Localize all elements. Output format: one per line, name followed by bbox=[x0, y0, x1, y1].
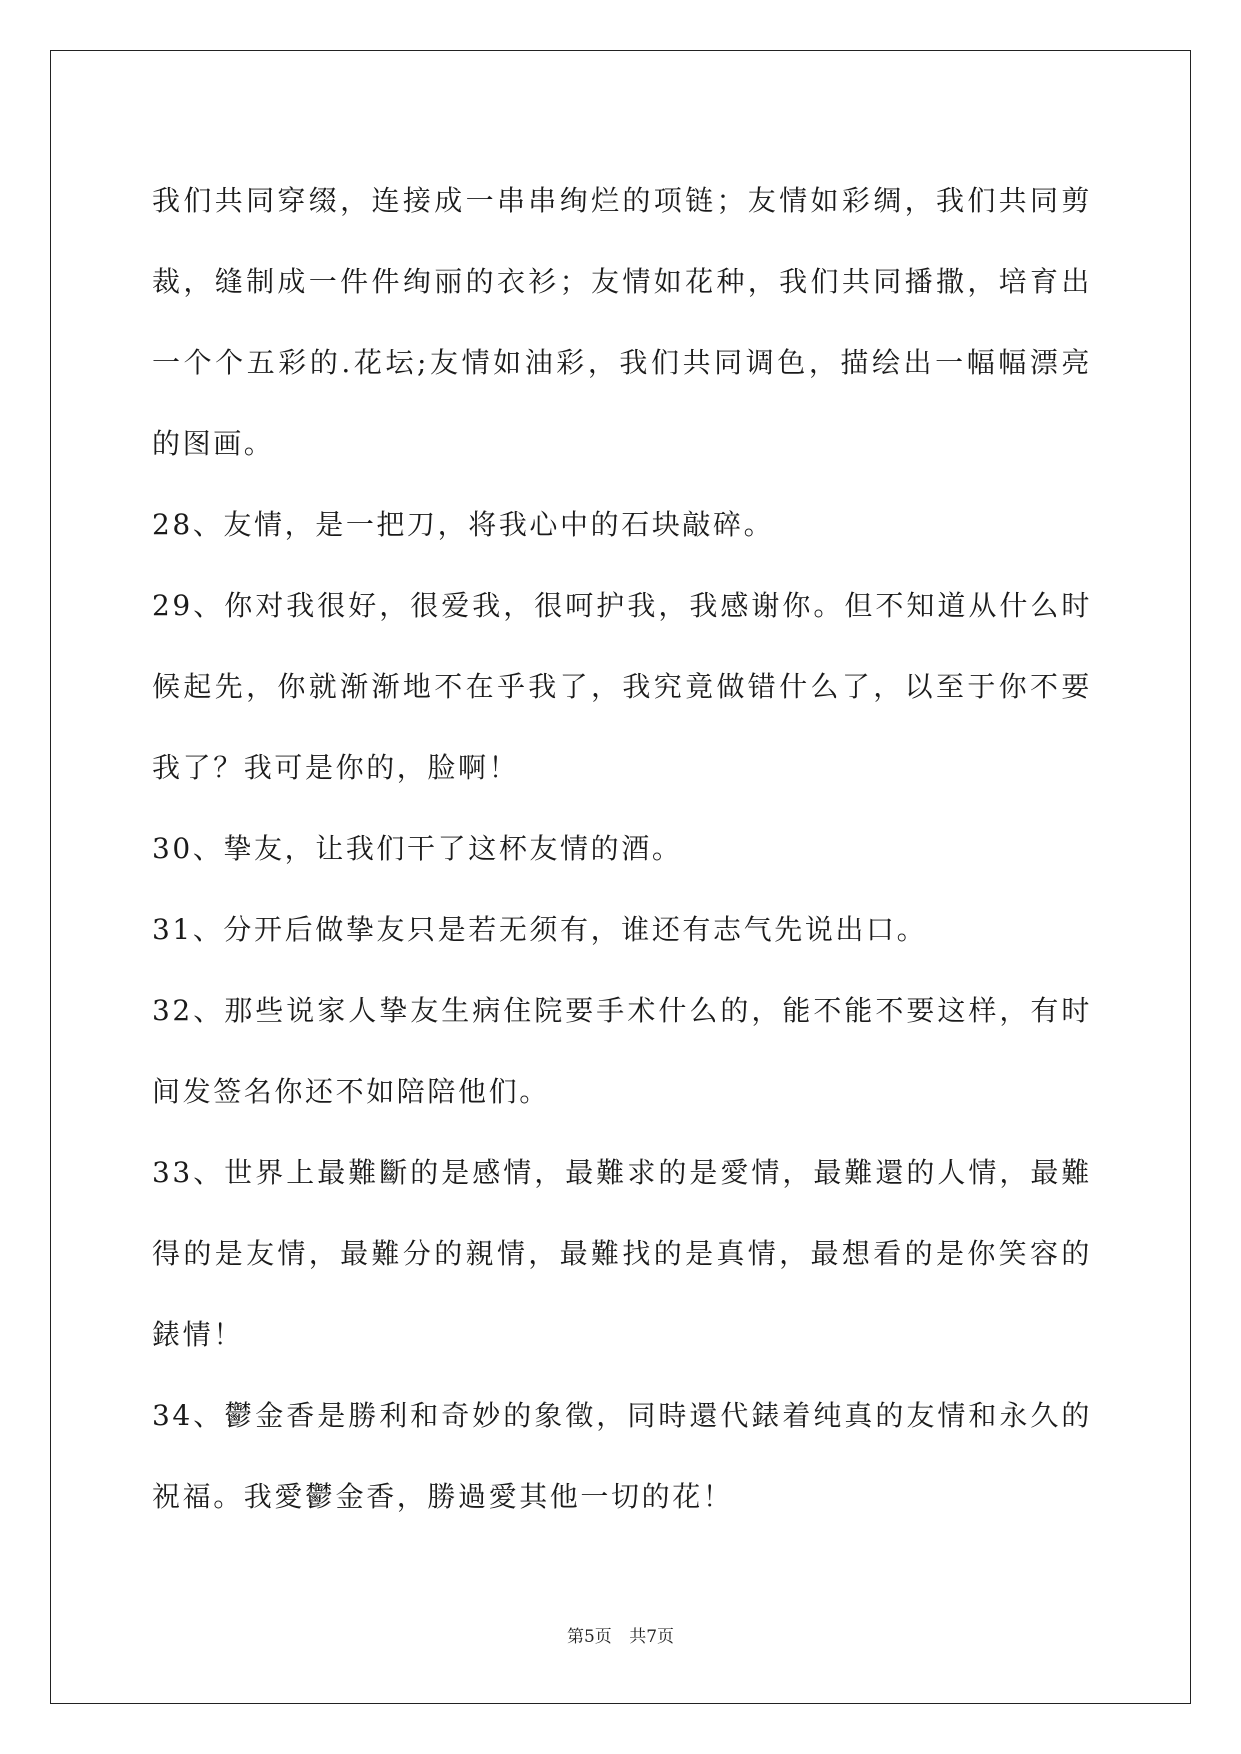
paragraph-continuation: 我们共同穿缀，连接成一串串绚烂的项链；友情如彩绸，我们共同剪裁，缝制成一件件绚丽的衣衫；友情如花种，我们共同播撒，培育出一个个五彩的.花坛;友情如油彩，我们共同调色，描绘出一幅幅漂亮的图画。 bbox=[152, 184, 1092, 460]
paragraph-31: 31、分开后做挚友只是若无须有，谁还有志气先说出口。 bbox=[152, 913, 928, 946]
page-total: 共7页 bbox=[629, 1627, 675, 1647]
paragraph-29: 29、你对我很好，很爱我，很呵护我，我感谢你。但不知道从什么时候起先，你就渐渐地不在乎我了，我究竟做错什么了，以至于你不要我了？我可是你的，脸啊！ bbox=[152, 589, 1092, 784]
document-body bbox=[152, 160, 1092, 1537]
page-footer bbox=[0, 1622, 1241, 1647]
paragraph-33: 33、世界上最難斷的是感情，最難求的是愛情，最難還的人情，最難得的是友情，最難分的親情，最難找的是真情，最想看的是你笑容的錶情！ bbox=[152, 1156, 1092, 1351]
paragraph-34: 34、鬱金香是勝利和奇妙的象徵，同時還代錶着纯真的友情和永久的祝福。我愛鬱金香，勝過愛其他一切的花！ bbox=[152, 1399, 1092, 1513]
paragraph-32: 32、那些说家人挚友生病住院要手术什么的，能不能不要这样，有时间发签名你还不如陪陪他们。 bbox=[152, 994, 1092, 1108]
page-number: 第5页 bbox=[566, 1627, 612, 1647]
paragraph-28: 28、友情，是一把刀，将我心中的石块敲碎。 bbox=[152, 508, 775, 541]
paragraph-30: 30、挚友，让我们干了这杯友情的酒。 bbox=[152, 832, 683, 865]
